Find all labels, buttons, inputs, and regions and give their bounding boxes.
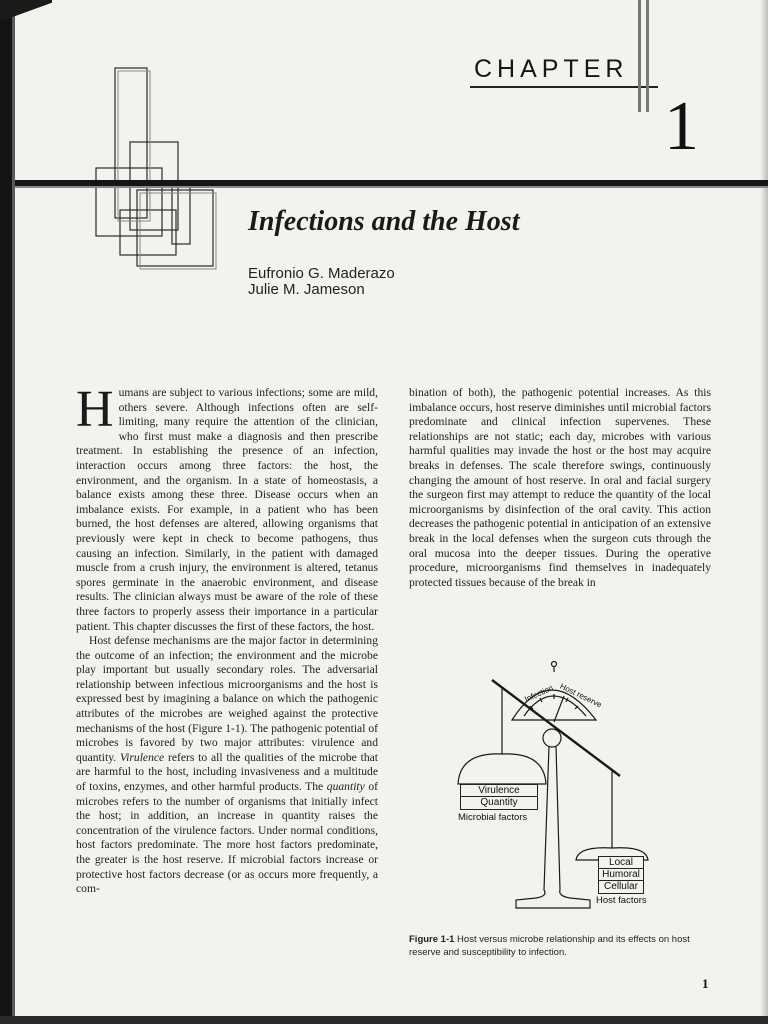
author-list	[248, 266, 395, 298]
figure-caption-label: Figure 1-1	[409, 934, 455, 945]
host-factors-label: Host factors	[596, 895, 647, 906]
pan-item-humoral: Humoral	[598, 868, 644, 882]
dial-label-host-reserve: Host reserve	[558, 681, 604, 710]
paragraph-text: of microbes refers to the number of organisms that initially infect the host; in addition, an increase in quantity raises the concentration of the virulence factors. Under normal conditions, host factors predominate. The more host factors predominate, the greater is the host reserve. If microbial factors increase or protective host factors decrease (or as occurs more frequently, a com-	[76, 780, 379, 896]
paragraph	[76, 381, 378, 634]
page-number: 1	[702, 976, 709, 991]
text-column-right	[409, 386, 711, 590]
chapter-bar	[646, 0, 649, 112]
term-quantity: quantity	[326, 780, 365, 794]
decorative-rectangles	[90, 60, 230, 275]
page-right-shadow	[760, 0, 768, 1024]
author-name: Eufronio G. Maderazo	[248, 265, 395, 282]
paragraph	[76, 634, 378, 897]
pan-item-virulence: Virulence	[460, 784, 538, 798]
chapter-label: CHAPTER	[474, 55, 629, 83]
figure-balance-scale	[440, 660, 680, 922]
page-corner-shadow	[0, 0, 52, 20]
microbial-factors-label: Microbial factors	[458, 812, 528, 823]
header-rule-shadow	[15, 186, 768, 188]
chapter-number: 1	[664, 88, 699, 165]
paragraph	[409, 386, 711, 590]
figure-caption	[409, 934, 714, 959]
pan-item-quantity: Quantity	[460, 796, 538, 810]
paragraph-text: umans are subject to various infections; some are mild, others severe. Although infections often are self-limiting, many require the attention of the clinician, who first must make a diagnosis and then prescribe treatment. In establishing the presence of an infection, interaction occurs among three factors: the host, the environment, and the organism. In a state of homeostasis, a balance exists among these three. Disease occurs when an imbalance exists. For example, in a patient who has been burned, the host defenses are altered, allowing organisms that previously were kept in check to become pathogens, thus causing an infection. Similarly, in the patient with damaged muscle from a crush injury, the environment is altered, tetanus spores germinate in the anaerobic environment, and disease results. The clinician always must be aware of the role of these three factors to properly assess their importance in a particular patient. This chapter discusses the first of these factors, the host.	[76, 386, 378, 633]
author-name: Julie M. Jameson	[248, 281, 365, 298]
dial-label-infection: Infection	[523, 683, 555, 704]
page-binding-edge	[0, 0, 12, 1024]
chapter-rule	[470, 86, 658, 88]
text-column-left	[76, 381, 379, 897]
pan-item-cellular: Cellular	[598, 880, 644, 894]
chapter-bar	[638, 0, 641, 112]
drop-cap: H	[76, 381, 114, 438]
paragraph-text: refers to all the qualities of the microbe that are harmful to the host, including invasiveness and a multitude of toxins, enzymes, and other harmful products. The	[76, 750, 379, 794]
page-binding-shadow	[12, 0, 15, 1024]
figure-caption-text: Host versus microbe relationship and its effects on host reserve and susceptibility to infection.	[409, 934, 690, 958]
pan-item-local: Local	[598, 856, 644, 870]
paragraph-text: bination of both), the pathogenic potential increases. As this imbalance occurs, host reserve diminishes until microbial factors predominate and clinical infection supervenes. These relationships are not static; each day, microbes with various harmful qualities may invade the host or the host may acquire breaks in defenses. The scale therefore swings, continuously changing the amount of host reserve. In oral and facial surgery the surgeon first may attempt to reduce the quantity of the local microorganisms by disinfection of the oral cavity. This action decreases the pathogenic potential in anticipation of an extensive break in the local defenses when the surgeon cuts through the oral mucosa into the deeper tissues. During the operative procedure, microorganisms find themselves in inadequately protected tissues because of the break in	[409, 386, 711, 589]
paragraph-text: Host defense mechanisms are the major factor in determining the outcome of an infection; the environment and the microbe play important but usually secondary roles. The adversarial relationship between infectious microorganisms and the host is expressed best by imagining a balance on which the pathogenic attributes of the microbes are weighed against the protective mechanisms of the host (Figure 1-1). The pathogenic potential of microbes is favored by two major attributes: virulence and quantity.	[76, 634, 378, 764]
term-virulence: Virulence	[119, 750, 165, 764]
page-bottom-edge	[0, 1016, 768, 1024]
chapter-title: Infections and the Host	[248, 206, 520, 237]
